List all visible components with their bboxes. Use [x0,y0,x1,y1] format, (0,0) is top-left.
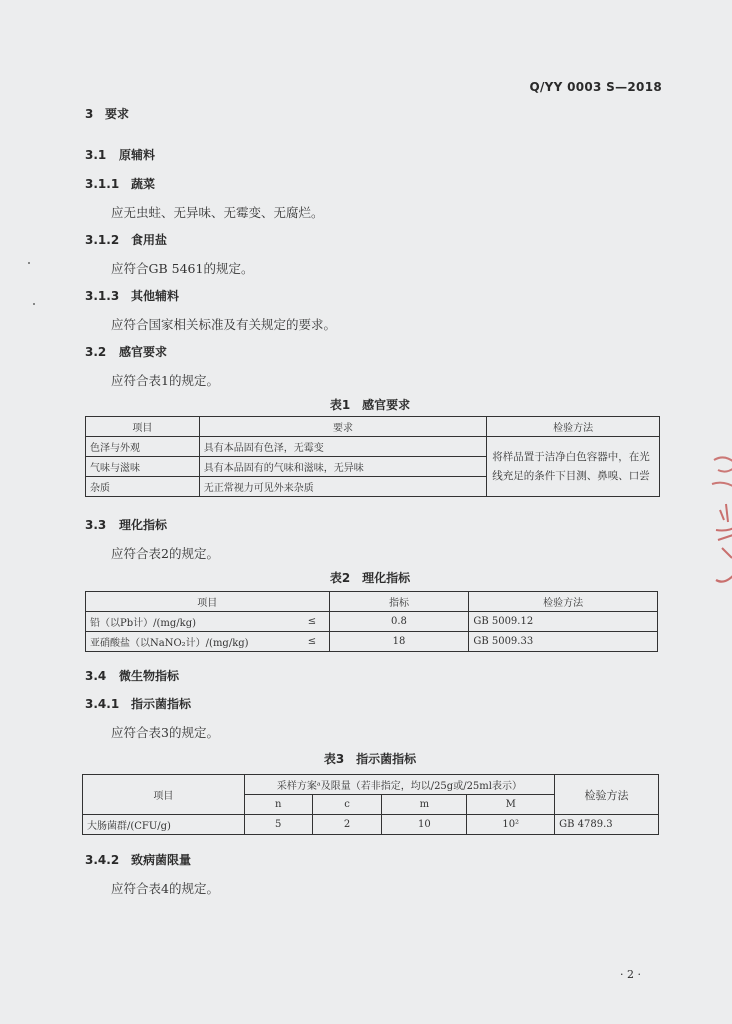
paragraph: 应符合国家相关标准及有关规定的要求。 [111,317,337,332]
table-3-caption: 表3 指示菌指标 [323,752,417,766]
section-3-1-2-heading [85,231,167,248]
table-1-sensory [85,416,660,497]
table-cell: 大肠菌群/(CFU/g) [83,815,245,835]
section-title: 感官要求 [119,345,168,359]
section-3-heading [85,105,129,122]
section-3-1-1-heading [85,175,155,192]
table-row [86,437,660,457]
table-cell: 18 [329,632,469,652]
section-number: 3.1.1 [85,177,120,191]
paragraph: 应符合表4的规定。 [111,881,219,896]
table-cell-operator: ≤ [295,612,329,632]
section-number: 3.1 [85,148,107,162]
scan-speck [33,303,35,305]
table-cell: 无正常视力可见外来杂质 [199,477,486,497]
table-cell: 铅（以Pb计）/(mg/kg) [86,612,296,632]
table-1-caption: 表1 感官要求 [329,398,411,412]
table-cell: 10² [467,815,555,835]
table-cell: GB 5009.12 [469,612,658,632]
table-cell-method: 将样品置于洁净白色容器中，在光线充足的条件下目测、鼻嗅、口尝 [487,437,660,497]
table-cell: 气味与滋味 [86,457,200,477]
paragraph: 应符合表2的规定。 [111,546,219,561]
table-header-cell: 检验方法 [487,417,660,437]
table-cell: 具有本品固有的气味和滋味，无异味 [199,457,486,477]
table-header-cell: 项目 [86,592,330,612]
table-cell-operator: ≤ [295,632,329,652]
table-cell: 5 [244,815,312,835]
table-subheader-cell: M [467,795,555,815]
table-header-cell: 项目 [83,775,245,815]
table-cell: 具有本品固有色泽，无霉变 [199,437,486,457]
section-number: 3.2 [85,345,107,359]
section-title: 理化指标 [119,518,168,532]
table-row [86,632,658,652]
table-cell: GB 4789.3 [555,815,659,835]
section-title: 食用盐 [131,233,168,247]
table-row [83,815,659,835]
section-title: 微生物指标 [119,669,180,683]
table-3-indicator-bacteria [82,774,659,835]
section-title: 原辅料 [119,148,156,162]
table-cell: 2 [312,815,382,835]
section-title: 指示菌指标 [131,697,192,711]
section-number: 3.1.2 [85,233,120,247]
section-3-4-1-heading [85,695,191,712]
paragraph: 应符合表1的规定。 [111,373,219,388]
table-header-cell: 检验方法 [469,592,658,612]
table-subheader-cell: m [382,795,467,815]
section-3-1-heading [85,146,155,163]
paragraph: 应无虫蛀、无异味、无霉变、无腐烂。 [111,205,324,220]
section-number: 3.4.1 [85,697,120,711]
table-subheader-cell: n [244,795,312,815]
section-title: 要求 [105,107,130,121]
table-cell: 0.8 [329,612,469,632]
page-number: · 2 · [620,968,641,981]
section-number: 3.1.3 [85,289,120,303]
table-cell: 色泽与外观 [86,437,200,457]
section-3-3-heading [85,516,167,533]
scan-speck [28,262,30,264]
table-header-cell: 检验方法 [555,775,659,815]
standard-code: Q/YY 0003 S—2018 [529,80,662,94]
section-title: 其他辅料 [131,289,180,303]
section-title: 致病菌限量 [131,853,192,867]
section-title: 蔬菜 [131,177,156,191]
table-2-physicochemical [85,591,658,652]
paragraph: 应符合表3的规定。 [111,725,219,740]
table-2-caption: 表2 理化指标 [329,571,411,585]
table-cell: GB 5009.33 [469,632,658,652]
section-number: 3.3 [85,518,107,532]
section-3-2-heading [85,343,167,360]
seal-stamp-fragment [706,440,732,610]
table-cell: 杂质 [86,477,200,497]
table-header-cell: 要求 [199,417,486,437]
section-3-4-2-heading [85,851,191,868]
paragraph: 应符合GB 5461的规定。 [111,261,254,276]
table-subheader-cell: c [312,795,382,815]
table-cell: 亚硝酸盐（以NaNO₂计）/(mg/kg) [86,632,296,652]
section-number: 3.4.2 [85,853,120,867]
table-header-cell: 指标 [329,592,469,612]
table-row [86,612,658,632]
table-header-cell: 项目 [86,417,200,437]
section-3-4-heading [85,667,179,684]
table-header-cell: 采样方案ᵃ及限量（若非指定，均以/25g或/25ml表示） [244,775,554,795]
section-number: 3 [85,107,94,121]
section-number: 3.4 [85,669,107,683]
section-3-1-3-heading [85,287,179,304]
table-cell: 10 [382,815,467,835]
